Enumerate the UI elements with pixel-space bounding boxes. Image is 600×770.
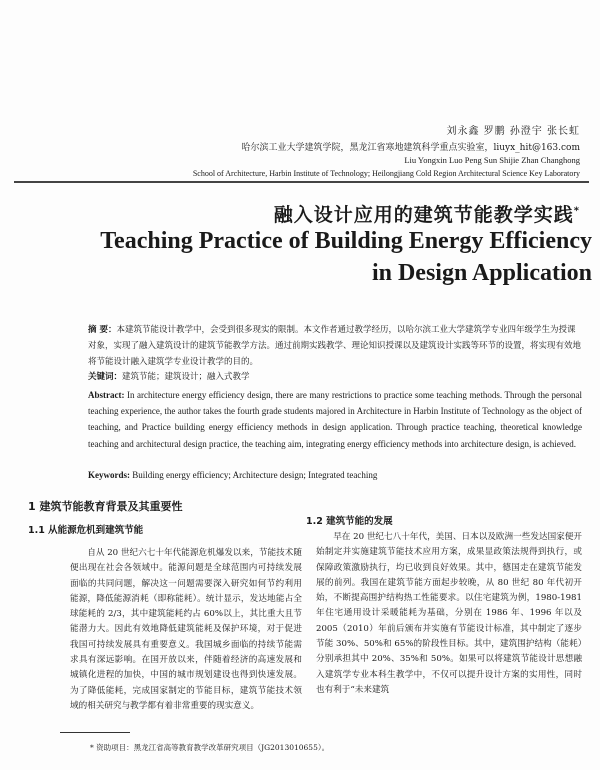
paragraph: 早在 20 世纪七八十年代，美国、日本以及欧洲一些发达国家便开始制定并实施建筑节能技术应用方案，成果显政策法规得到执行，或保障政策激励执行，均已收到良好效果。其中，德国走在建筑节能发展的前列。我国在建筑节能方面起步较晚，从 80 世纪 80 年代初开始，不断提高围护结构热工性能要求。以住宅建筑为例，1980-1981 年住宅通用设计采暖能耗为基础，分别在 1986 年、1996 年以及 2005（2010）年前后颁布并实施有节能设计标准，其中制定了逐步节能 30%、50%和 65%的阶段性目标。其中，建筑围护结构（能耗）分别承担其中 20%、35%和 50%。如果可以将建筑节能设计思想融入建筑学专业本科生教学中，不仅可以提升设计方案的实用性，同时也有利于“未来建筑 [316,532,582,695]
subsection-1-1-heading: 1.1 从能源危机到建筑节能 [28,525,144,536]
affiliation-en: School of Architecture, Harbin Institute of Technology; Heilongjiang Cold Region Architectural Science Key Laboratory [192,169,580,178]
keywords-en-label: Keywords: [88,470,130,480]
abstract-cn [88,322,582,370]
footnote-rule [60,732,130,733]
subsection-1-1-body [70,546,302,714]
abstract-en-label: Abstract: [88,390,125,400]
author-names-en: Liu Yongxin Luo Peng Sun Shijie Zhan Changhong [404,155,580,165]
footnote: * 资助项目：黑龙江省高等教育教学改革研究项目（JG2013010655）。 [90,743,330,752]
title-en-line1: Teaching Practice of Building Energy Efficiency [100,228,592,254]
author-names-cn: 刘永鑫 罗鹏 孙澄宇 张长虹 [446,126,580,137]
header-rule [14,181,589,183]
paragraph: 自从 20 世纪六七十年代能源危机爆发以来，节能技术随便出现在社会各领域中。能源问题是全球范围内可持续发展面临的共同问题，解决这一问题需要深入研究如何节约利用能源，降低能源消耗（即称能耗）。统计显示，发达地能占全球能耗的 2/3，其中建筑能耗约占 60%以上，其比重大且节能潜力大。因此有效地降低建筑能耗及保护环境，对于促进我国可持续发展具有重要意义。我国城乡面临的持续节能需求具有深远影响。在国开放以来，伴随着经济的高速发展和城镇化进程的加快，中国的城市规划建设也得到快速发展。为了降低能耗，完成国家制定的节能目标，建筑节能技术领域的相关研究与教学都有着非常重要的现实意义。 [70,548,302,711]
abstract-cn-text: 本建筑节能设计教学中，会受到很多现实的限制。本文作者通过教学经历，以哈尔滨工业大学建筑学专业四年级学生为授课对象，实现了融入建筑设计的建筑节能教学方法。通过前期实践教学、理论知识授课以及建筑设计实践等环节的设置，将实现有效地将节能设计融入建筑学专业设计教学的目的。 [88,325,582,367]
abstract-en-text: In architecture energy efficiency design, there are many restrictions to practice some teaching methods. Through the personal teaching experience, the author takes the fourth grade students majored in Architecture in Harbin Institute of Technology as the object of teaching, and Practice building energy efficiency methods in design application. Through practice teaching, theoretical knowledge teaching and architectural design practice, the teaching aim, integrating energy efficiency methods into architecture design, is achieved. [88,390,582,449]
title-cn-text: 融入设计应用的建筑节能教学实践 [273,204,574,226]
title-cn [100,200,580,227]
affiliation-cn: 哈尔滨工业大学建筑学院，黑龙江省寒地建筑科学重点实验室，liuyx_hit@163.com [241,143,580,153]
footnote-text: 资助项目：黑龙江省高等教育教学改革研究项目（JG2013010655）。 [96,743,330,752]
title-en-line2: in Design Application [371,260,592,286]
abstract-cn-label: 摘 要： [88,325,117,335]
abstract-en [88,387,582,452]
keywords-en [88,470,582,480]
section-1-heading: 1 建筑节能教育背景及其重要性 [28,500,183,513]
subsection-1-2-heading: 1.2 建筑节能的发展 [306,516,393,527]
title-footnote-mark: * [573,205,580,217]
keywords-en-text: Building energy efficiency; Architecture design; Integrated teaching [132,470,378,480]
keywords-cn-text: 建筑节能；建筑设计；融入式教学 [122,372,250,382]
keywords-cn-label: 关键词： [88,372,123,382]
subsection-1-2-body [316,530,582,698]
keywords-cn [88,370,582,382]
